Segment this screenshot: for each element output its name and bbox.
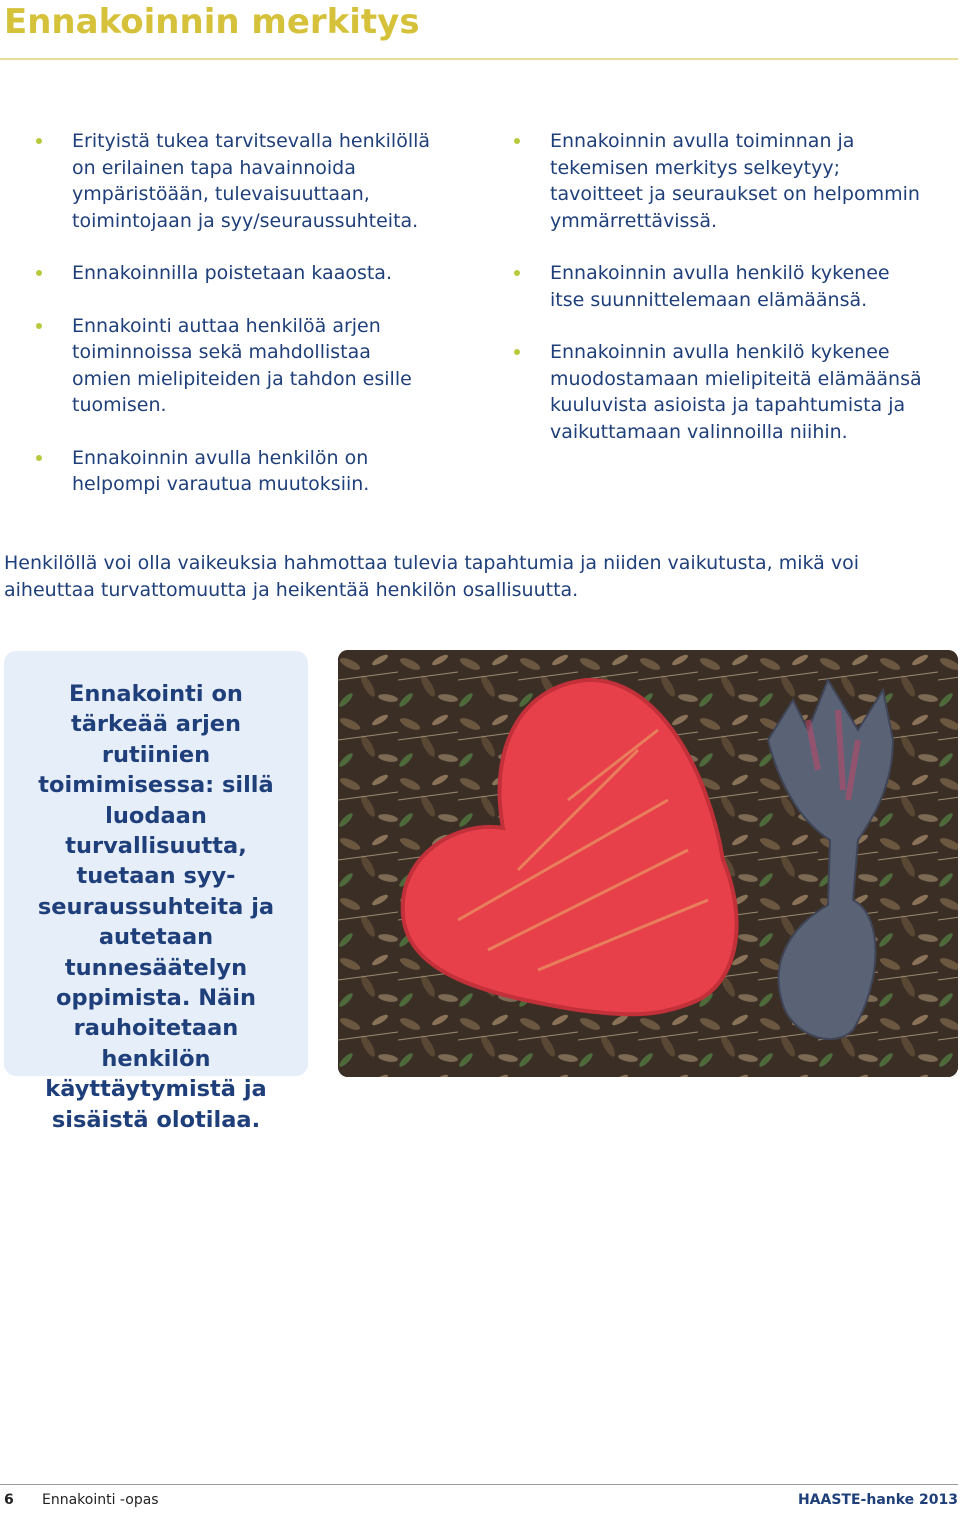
list-item-text: Ennakoinnilla poistetaan kaaosta. [72,262,392,284]
photo-illustration [338,650,958,1077]
footer-divider [0,1484,958,1485]
document-name: Ennakointi -opas [42,1492,159,1508]
list-item-text: Ennakoinnin avulla henkilö kykenee itse suunnittelemaan elämäänsä. [550,262,890,311]
bullet-dot-icon [514,349,520,355]
callout-box [4,651,308,1133]
title-divider [0,58,958,60]
bullet-dot-icon [36,323,42,329]
bullet-dot-icon [514,138,520,144]
list-item-text: Ennakointi auttaa henkilöä arjen toiminnoissa sekä mahdollistaa omien mielipiteiden ja tahdon esille tuomisen. [72,314,412,416]
list-item [36,313,436,419]
list-item-text: Ennakoinnin avulla henkilön on helpompi varautua muutoksiin. [72,446,370,495]
bullet-dot-icon [36,270,42,276]
list-item-text: Erityistä tukea tarvitsevalla henkilöllä on erilainen tapa havainnoida ympäristöään, tulevaisuuttaan, toimintojaan ja syy/seuraussuhteita. [72,130,431,232]
list-item [514,339,924,445]
intro-paragraph: Henkilöllä voi olla vaikeuksia hahmottaa tulevia tapahtumia ja niiden vaikutusta, mikä voi aiheuttaa turvattomuutta ja heikentää henkilön osallisuutta. [4,552,859,601]
brand-logo-text: HAASTE-hanke 2013 [797,1492,958,1508]
list-item [514,260,924,313]
bullet-dot-icon [36,455,42,461]
list-item [36,260,436,287]
page-number: 6 [4,1492,14,1508]
right-bullet-list [514,128,924,471]
bullet-dot-icon [36,138,42,144]
bullet-dot-icon [514,270,520,276]
list-item [36,128,436,234]
left-bullet-list [36,128,436,524]
page-title: Ennakoinnin merkitys [4,2,420,42]
list-item-text: Ennakoinnin avulla toiminnan ja tekemisen merkitys selkeytyy; tavoitteet ja seuraukset on helpommin ymmärrettävissä. [550,130,920,232]
callout-text: Ennakointi on tärkeää arjen rutiinien toimimisessa: sillä luodaan turvallisuutta, tuetaan syy-seuraussuhteita ja autetaan tunnesäätelyn oppimista. Näin rauhoitetaan henkilön käyttäytymistä ja sisäistä olotilaa. [37,681,275,1133]
list-item [36,445,436,498]
photo-heart-and-tulip [338,650,958,1077]
list-item [514,128,924,234]
list-item-text: Ennakoinnin avulla henkilö kykenee muodostamaan mielipiteitä elämäänsä kuuluvista asioista ja tapahtumista ja vaikuttamaan valinnoilla niihin. [550,341,922,443]
